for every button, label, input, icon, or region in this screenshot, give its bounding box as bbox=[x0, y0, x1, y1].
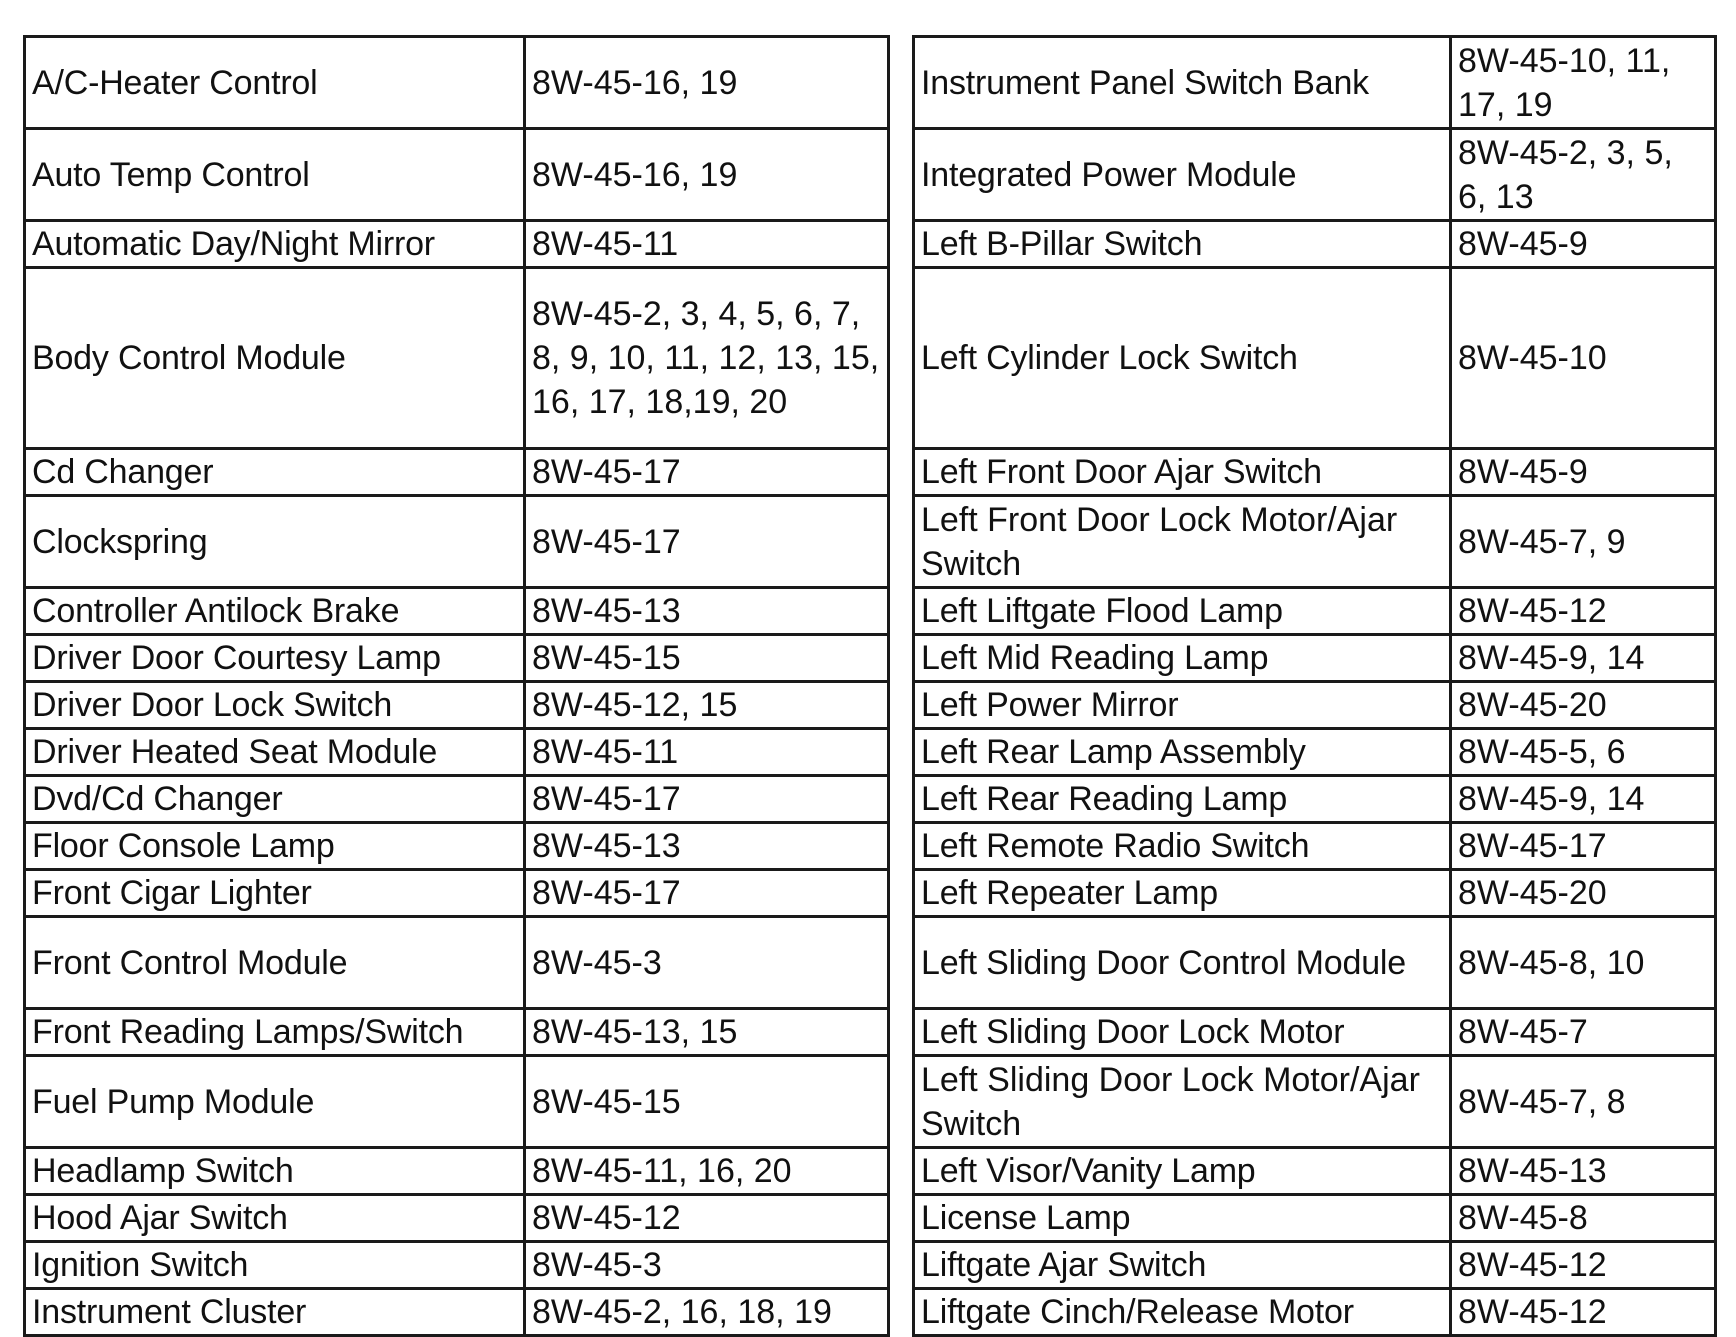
right-wiring-reference: 8W-45-10, 11, 17, 19 bbox=[1451, 37, 1716, 129]
table-row bbox=[25, 221, 1716, 268]
column-separator bbox=[889, 1009, 914, 1056]
table-row bbox=[25, 1289, 1716, 1336]
table-row bbox=[25, 496, 1716, 588]
right-component-name: Instrument Panel Switch Bank bbox=[914, 37, 1451, 129]
left-wiring-reference: 8W-45-16, 19 bbox=[525, 129, 889, 221]
right-component-name: Left Mid Reading Lamp bbox=[914, 635, 1451, 682]
column-separator bbox=[889, 823, 914, 870]
column-separator bbox=[889, 1289, 914, 1336]
column-separator bbox=[889, 870, 914, 917]
right-wiring-reference: 8W-45-13 bbox=[1451, 1148, 1716, 1195]
table-row bbox=[25, 1242, 1716, 1289]
left-component-name: Dvd/Cd Changer bbox=[25, 776, 525, 823]
right-component-name: Left Front Door Ajar Switch bbox=[914, 449, 1451, 496]
left-component-name: Ignition Switch bbox=[25, 1242, 525, 1289]
left-component-name: Driver Heated Seat Module bbox=[25, 729, 525, 776]
right-component-name: Left B-Pillar Switch bbox=[914, 221, 1451, 268]
left-wiring-reference: 8W-45-11, 16, 20 bbox=[525, 1148, 889, 1195]
left-wiring-reference: 8W-45-15 bbox=[525, 635, 889, 682]
right-wiring-reference: 8W-45-20 bbox=[1451, 682, 1716, 729]
table-row bbox=[25, 635, 1716, 682]
right-component-name: License Lamp bbox=[914, 1195, 1451, 1242]
right-wiring-reference: 8W-45-7, 9 bbox=[1451, 496, 1716, 588]
column-separator bbox=[889, 729, 914, 776]
left-component-name: Driver Door Lock Switch bbox=[25, 682, 525, 729]
right-wiring-reference: 8W-45-9, 14 bbox=[1451, 635, 1716, 682]
right-component-name: Left Sliding Door Control Module bbox=[914, 917, 1451, 1009]
right-wiring-reference: 8W-45-12 bbox=[1451, 588, 1716, 635]
column-separator bbox=[889, 129, 914, 221]
right-component-name: Left Power Mirror bbox=[914, 682, 1451, 729]
right-component-name: Left Sliding Door Lock Motor bbox=[914, 1009, 1451, 1056]
table-row bbox=[25, 449, 1716, 496]
right-wiring-reference: 8W-45-7 bbox=[1451, 1009, 1716, 1056]
column-separator bbox=[889, 588, 914, 635]
table-row bbox=[25, 588, 1716, 635]
table-row bbox=[25, 129, 1716, 221]
column-separator bbox=[889, 496, 914, 588]
left-wiring-reference: 8W-45-17 bbox=[525, 776, 889, 823]
left-wiring-reference: 8W-45-16, 19 bbox=[525, 37, 889, 129]
column-separator bbox=[889, 1056, 914, 1148]
column-separator bbox=[889, 268, 914, 449]
left-component-name: Clockspring bbox=[25, 496, 525, 588]
table-row bbox=[25, 1195, 1716, 1242]
left-component-name: Front Reading Lamps/Switch bbox=[25, 1009, 525, 1056]
right-wiring-reference: 8W-45-9 bbox=[1451, 449, 1716, 496]
right-wiring-reference: 8W-45-5, 6 bbox=[1451, 729, 1716, 776]
right-wiring-reference: 8W-45-7, 8 bbox=[1451, 1056, 1716, 1148]
left-wiring-reference: 8W-45-2, 3, 4, 5, 6, 7, 8, 9, 10, 11, 12, 13, 15, 16, 17, 18,19, 20 bbox=[525, 268, 889, 449]
column-separator bbox=[889, 635, 914, 682]
column-separator bbox=[889, 221, 914, 268]
table-row bbox=[25, 1056, 1716, 1148]
right-wiring-reference: 8W-45-8 bbox=[1451, 1195, 1716, 1242]
right-component-name: Left Remote Radio Switch bbox=[914, 823, 1451, 870]
table-row bbox=[25, 682, 1716, 729]
left-component-name: Headlamp Switch bbox=[25, 1148, 525, 1195]
left-component-name: Driver Door Courtesy Lamp bbox=[25, 635, 525, 682]
left-wiring-reference: 8W-45-17 bbox=[525, 870, 889, 917]
column-separator bbox=[889, 1242, 914, 1289]
right-wiring-reference: 8W-45-9 bbox=[1451, 221, 1716, 268]
right-component-name: Left Visor/Vanity Lamp bbox=[914, 1148, 1451, 1195]
left-wiring-reference: 8W-45-13 bbox=[525, 588, 889, 635]
table-row bbox=[25, 823, 1716, 870]
right-wiring-reference: 8W-45-17 bbox=[1451, 823, 1716, 870]
left-component-name: Fuel Pump Module bbox=[25, 1056, 525, 1148]
column-separator bbox=[889, 682, 914, 729]
column-separator bbox=[889, 1148, 914, 1195]
right-wiring-reference: 8W-45-20 bbox=[1451, 870, 1716, 917]
left-component-name: Hood Ajar Switch bbox=[25, 1195, 525, 1242]
left-wiring-reference: 8W-45-13, 15 bbox=[525, 1009, 889, 1056]
component-index-table bbox=[23, 35, 1717, 1337]
right-component-name: Left Front Door Lock Motor/Ajar Switch bbox=[914, 496, 1451, 588]
right-component-name: Integrated Power Module bbox=[914, 129, 1451, 221]
right-component-name: Left Sliding Door Lock Motor/Ajar Switch bbox=[914, 1056, 1451, 1148]
column-separator bbox=[889, 1195, 914, 1242]
right-wiring-reference: 8W-45-2, 3, 5, 6, 13 bbox=[1451, 129, 1716, 221]
left-component-name: A/C-Heater Control bbox=[25, 37, 525, 129]
right-component-name: Left Cylinder Lock Switch bbox=[914, 268, 1451, 449]
right-wiring-reference: 8W-45-9, 14 bbox=[1451, 776, 1716, 823]
right-component-name: Left Repeater Lamp bbox=[914, 870, 1451, 917]
table-row bbox=[25, 1148, 1716, 1195]
table-row bbox=[25, 917, 1716, 1009]
table-row bbox=[25, 776, 1716, 823]
table-row bbox=[25, 37, 1716, 129]
right-component-name: Left Rear Reading Lamp bbox=[914, 776, 1451, 823]
left-wiring-reference: 8W-45-3 bbox=[525, 1242, 889, 1289]
left-component-name: Front Cigar Lighter bbox=[25, 870, 525, 917]
table-row bbox=[25, 268, 1716, 449]
left-wiring-reference: 8W-45-13 bbox=[525, 823, 889, 870]
left-wiring-reference: 8W-45-15 bbox=[525, 1056, 889, 1148]
left-component-name: Body Control Module bbox=[25, 268, 525, 449]
left-component-name: Automatic Day/Night Mirror bbox=[25, 221, 525, 268]
right-component-name: Liftgate Cinch/Release Motor bbox=[914, 1289, 1451, 1336]
left-component-name: Cd Changer bbox=[25, 449, 525, 496]
left-wiring-reference: 8W-45-11 bbox=[525, 729, 889, 776]
column-separator bbox=[889, 449, 914, 496]
left-wiring-reference: 8W-45-12 bbox=[525, 1195, 889, 1242]
left-component-name: Auto Temp Control bbox=[25, 129, 525, 221]
left-wiring-reference: 8W-45-17 bbox=[525, 496, 889, 588]
column-separator bbox=[889, 37, 914, 129]
right-wiring-reference: 8W-45-10 bbox=[1451, 268, 1716, 449]
left-component-name: Controller Antilock Brake bbox=[25, 588, 525, 635]
left-wiring-reference: 8W-45-2, 16, 18, 19 bbox=[525, 1289, 889, 1336]
column-separator bbox=[889, 776, 914, 823]
right-wiring-reference: 8W-45-12 bbox=[1451, 1289, 1716, 1336]
right-component-name: Liftgate Ajar Switch bbox=[914, 1242, 1451, 1289]
component-index-body bbox=[25, 37, 1716, 1336]
table-row bbox=[25, 1009, 1716, 1056]
right-component-name: Left Rear Lamp Assembly bbox=[914, 729, 1451, 776]
right-component-name: Left Liftgate Flood Lamp bbox=[914, 588, 1451, 635]
left-wiring-reference: 8W-45-3 bbox=[525, 917, 889, 1009]
left-component-name: Instrument Cluster bbox=[25, 1289, 525, 1336]
column-separator bbox=[889, 917, 914, 1009]
left-wiring-reference: 8W-45-12, 15 bbox=[525, 682, 889, 729]
left-wiring-reference: 8W-45-11 bbox=[525, 221, 889, 268]
left-wiring-reference: 8W-45-17 bbox=[525, 449, 889, 496]
table-row bbox=[25, 870, 1716, 917]
left-component-name: Floor Console Lamp bbox=[25, 823, 525, 870]
table-row bbox=[25, 729, 1716, 776]
right-wiring-reference: 8W-45-8, 10 bbox=[1451, 917, 1716, 1009]
left-component-name: Front Control Module bbox=[25, 917, 525, 1009]
right-wiring-reference: 8W-45-12 bbox=[1451, 1242, 1716, 1289]
